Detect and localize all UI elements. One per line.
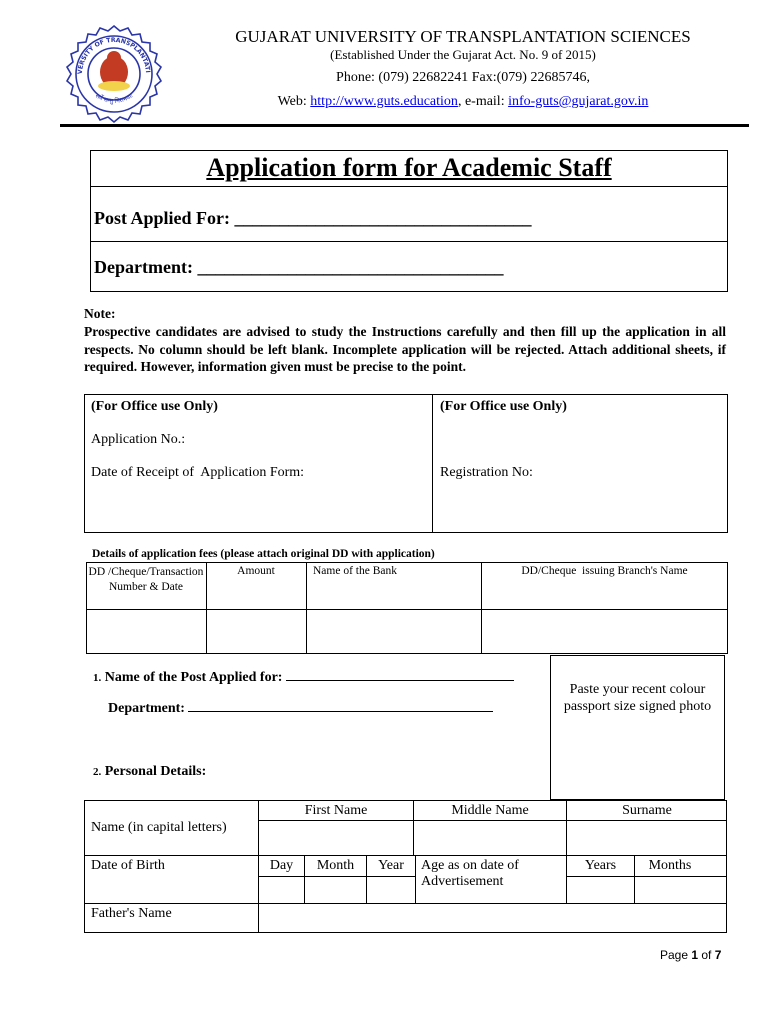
middle-name-field[interactable]	[414, 821, 566, 855]
page-current: 1	[691, 948, 699, 962]
pd-vline-year	[415, 855, 416, 903]
section1-dept-row	[108, 701, 493, 717]
university-seal-icon	[60, 22, 168, 124]
title-row-divider	[90, 186, 728, 187]
department-blank[interactable]: __________________________________	[197, 257, 504, 277]
fees-cell-branch[interactable]	[482, 610, 727, 653]
post-applied-blank[interactable]: _________________________________	[234, 208, 532, 228]
office-use-left-heading: (For Office use Only)	[91, 399, 218, 414]
fees-heading: Details of application fees (please attach original DD with application)	[92, 548, 435, 560]
post-applied-for-field[interactable]	[286, 680, 514, 681]
university-logo	[60, 22, 168, 124]
established-line: (Established Under the Gujarat Act. No. 9 of 2015)	[330, 47, 596, 62]
surname-header: Surname	[622, 803, 672, 818]
svg-text:सर्वे सन्तु निरामयाः	[94, 92, 135, 105]
seal-text-top: VERSITY OF TRANSPLANTATI	[76, 36, 151, 75]
registration-no-label: Registration No:	[440, 465, 533, 480]
page-total: 7	[714, 948, 722, 962]
web-line	[190, 94, 736, 110]
age-months-header: Months	[648, 858, 692, 873]
surname-field[interactable]	[567, 821, 727, 855]
office-use-right-heading: (For Office use Only)	[440, 399, 567, 414]
website-link[interactable]: http://www.guts.education	[310, 94, 458, 109]
section2-row	[93, 764, 206, 780]
fees-cell-bank[interactable]	[307, 610, 480, 653]
department-row	[94, 257, 503, 278]
age-label: Age as on date of Advertisement	[421, 858, 519, 889]
page-of-word: of	[698, 948, 715, 962]
pd-rule-name-row	[84, 855, 727, 856]
office-use-divider	[432, 394, 433, 533]
fees-cell-dd[interactable]	[87, 610, 205, 653]
note-text: Prospective candidates are advised to study the Instructions carefully and then fill up the application in all respects. No column should be left blank. Incomplete application will be rejected. Attach additional sheets, if required. However, information given must be precise to the point.	[84, 324, 726, 374]
age-years-field[interactable]	[567, 877, 634, 903]
fees-cell-amount[interactable]	[207, 610, 305, 653]
father-name-field[interactable]	[259, 904, 727, 932]
section1-dept-field[interactable]	[188, 711, 493, 712]
photo-box-text: Paste your recent colour passport size signed photo	[563, 682, 712, 714]
name-label: Name (in capital letters)	[91, 820, 227, 835]
middle-name-header: Middle Name	[451, 803, 529, 818]
email-link[interactable]: info-guts@gujarat.gov.in	[508, 94, 649, 109]
section1-label: Name of the Post Applied for:	[104, 670, 286, 685]
father-name-label: Father's Name	[91, 906, 172, 921]
section2-label: Personal Details:	[104, 764, 207, 779]
age-months-field[interactable]	[635, 877, 727, 903]
section1-dept-label: Department:	[108, 701, 189, 716]
page-number	[660, 948, 721, 962]
form-title: Application form for Academic Staff	[206, 153, 612, 182]
first-name-field[interactable]	[259, 821, 413, 855]
post-applied-label: Post Applied For:	[94, 208, 235, 228]
post-row-divider	[90, 241, 728, 242]
section1-number: 1.	[93, 672, 102, 684]
email-prefix: , e-mail:	[457, 94, 509, 109]
date-receipt-label: Date of Receipt of Application Form:	[91, 465, 305, 480]
university-name: GUJARAT UNIVERSITY OF TRANSPLANTATION SCIENCES	[235, 27, 691, 46]
dob-day-field[interactable]	[259, 877, 304, 903]
dob-year-field[interactable]	[367, 877, 415, 903]
dob-month-header: Month	[316, 858, 355, 873]
dob-year-header: Year	[378, 858, 404, 873]
note-heading: Note:	[84, 306, 116, 321]
seal-text-bottom: सर्वे सन्तु निरामयाः	[93, 92, 135, 105]
age-years-header: Years	[584, 858, 617, 873]
fees-col-dd: DD /Cheque/Transaction Number & Date	[88, 566, 204, 593]
web-prefix: Web:	[277, 94, 311, 109]
page-word: Page	[660, 948, 692, 962]
department-label: Department:	[94, 257, 198, 277]
fees-col-branch: DD/Cheque issuing Branch's Name	[521, 565, 688, 577]
section1-row	[93, 670, 514, 686]
fees-col-amount: Amount	[237, 565, 275, 577]
post-applied-row	[94, 208, 532, 229]
header-divider	[60, 124, 749, 127]
dob-label: Date of Birth	[91, 858, 165, 873]
phone-line: Phone: (079) 22682241 Fax:(079) 22685746,	[336, 70, 590, 85]
first-name-header: First Name	[304, 803, 368, 818]
section2-number: 2.	[93, 766, 102, 778]
fees-col-bank: Name of the Bank	[313, 565, 397, 577]
dob-month-field[interactable]	[305, 877, 366, 903]
photo-box[interactable]	[550, 655, 725, 800]
application-no-label: Application No.:	[91, 432, 186, 447]
dob-day-header: Day	[269, 858, 294, 873]
